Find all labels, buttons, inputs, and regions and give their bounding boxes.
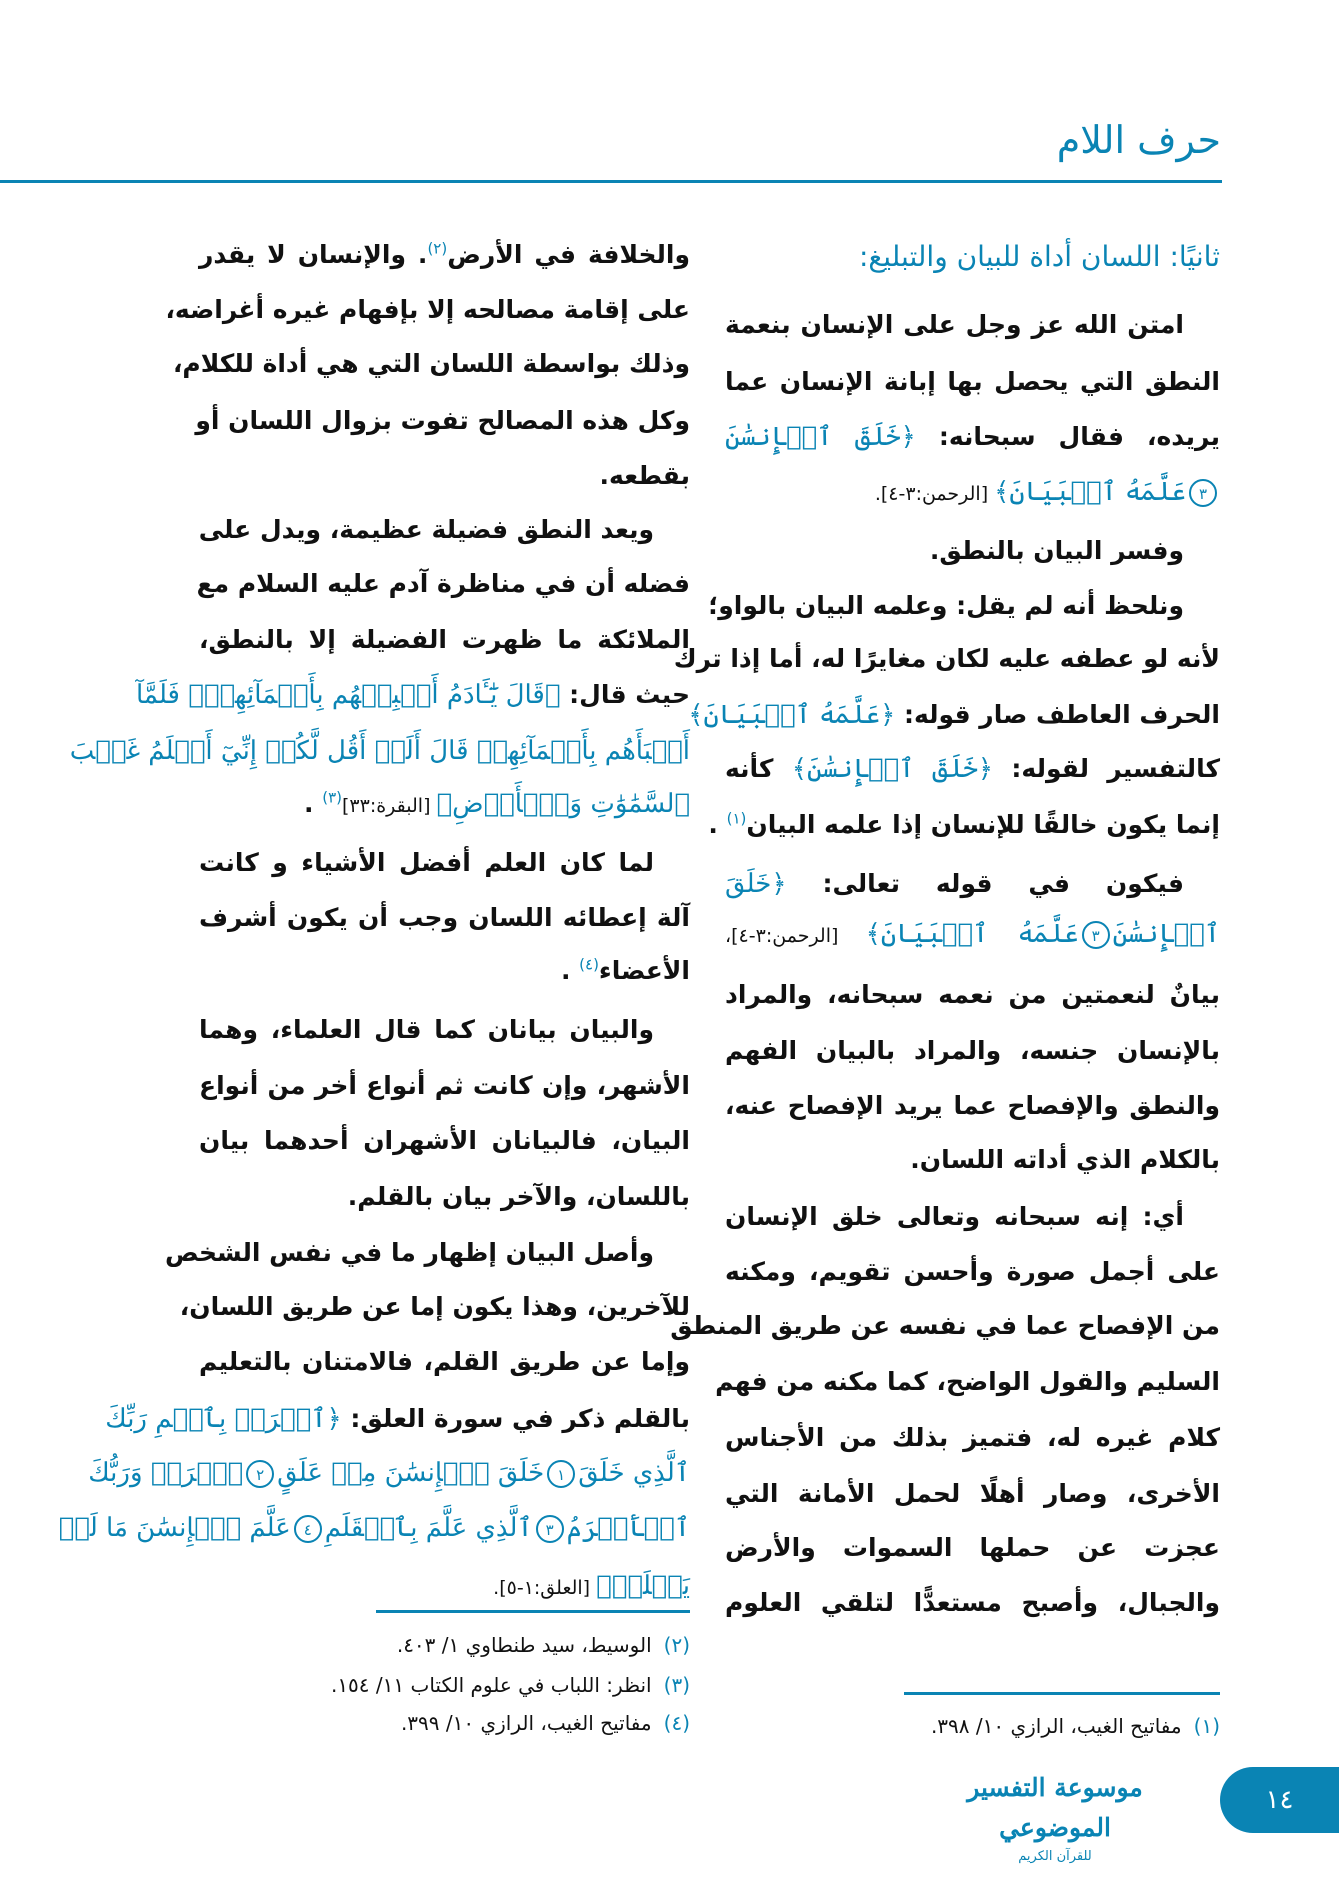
- footnote-marker: (٤): [579, 955, 599, 974]
- text-line: [725, 466, 1220, 518]
- quran-verse: ٱلَّذِي خَلَقَ: [578, 1458, 690, 1488]
- text-line: [196, 558, 690, 610]
- body-text: الأشهر، وإن كانت ثم أنواع أخر من أنواع: [199, 1071, 690, 1100]
- body-text: إنما يكون خالقًا للإنسان إذا علمه البيان: [746, 810, 1220, 839]
- text-line: [725, 411, 1220, 463]
- ayah-number: ٣: [536, 1515, 564, 1543]
- text-line: [199, 1004, 690, 1056]
- text-line: [195, 395, 690, 447]
- section-heading: ثانيًا: اللسان أداة للبيان والتبليغ:: [858, 240, 1220, 273]
- logo-subtitle: للقرآن الكريم: [1018, 1849, 1092, 1864]
- body-text: بيانٌ لنعمتين من نعمه سبحانه، والمراد: [725, 980, 1220, 1009]
- text-line: [725, 858, 1220, 910]
- body-text: . والإنسان لا يقدر: [199, 240, 428, 269]
- body-text: النطق التي يحصل بها إبانة الإنسان عما: [725, 367, 1220, 396]
- quran-verse: عَلَّمَهُ ٱلۡبَيَانَ﴾: [994, 477, 1186, 507]
- ayah-number: ٢: [246, 1460, 274, 1488]
- body-text: فيكون في قوله تعالى:: [786, 869, 1184, 898]
- quran-verse: أَنۢبَأَهُم بِأَسۡمَآئِهِمۡ قَالَ أَلَمۡ أَقُل لَّكُمۡ إِنِّيٓ أَعۡلَمُ غَيۡبَ: [69, 736, 690, 766]
- body-text: كأنه: [725, 754, 792, 783]
- footnote: [401, 1705, 690, 1741]
- text-line: [670, 1300, 1220, 1352]
- text-line: [165, 284, 690, 336]
- body-text: ونلحظ أنه لم يقل: وعلمه البيان بالواو؛: [708, 591, 1184, 620]
- footnote: [397, 1627, 690, 1663]
- quran-verse: عَلَّمَ ٱلۡإِنسَٰنَ مَا لَمۡ: [58, 1513, 291, 1543]
- verse-reference: [العلق:١-٥].: [493, 1577, 597, 1599]
- body-text: .: [560, 956, 580, 985]
- series-logo: [930, 1768, 1180, 1864]
- footnote-rule-left: [376, 1610, 690, 1613]
- body-text: لما كان العلم أفضل الأشياء و كانت: [199, 848, 654, 877]
- footnote-number: (٤): [663, 1711, 690, 1735]
- body-text: بالكلام الذي أداته اللسان.: [910, 1145, 1220, 1174]
- text-line: [715, 1356, 1220, 1408]
- body-text: الحرف العاطف صار قوله:: [895, 700, 1220, 729]
- quran-verse: يَعۡلَمۡ﴾: [596, 1571, 690, 1601]
- text-line: [708, 580, 1220, 632]
- text-line: [725, 1412, 1220, 1464]
- footnote: [331, 1667, 690, 1703]
- quran-verse: ﴿ٱقۡرَأۡ بِٱسۡمِ رَبِّكَ: [105, 1404, 342, 1434]
- quran-verse: خَلَقَ ٱلۡإِنسَٰنَ مِنۡ عَلَقٍ: [277, 1458, 545, 1488]
- body-text: وذلك بواسطة اللسان التي هي أداة للكلام،: [172, 349, 690, 378]
- body-text: لأنه لو عطفه عليه لكان مغايرًا له، أما إذا ترك: [673, 644, 1220, 673]
- quran-verse: ﴿عَلَّمَهُ ٱلۡبَيَانَ﴾: [688, 700, 896, 730]
- quran-verse: ﴿خَلَقَ ٱلۡإِنسَٰنَ: [725, 422, 916, 452]
- body-text: حيث قال:: [560, 680, 690, 709]
- text-line: [199, 1115, 690, 1167]
- quran-verse: ٱلۡأَكۡرَمُ: [566, 1513, 690, 1543]
- body-text: فضله أن في مناظرة آدم عليه السلام مع: [196, 569, 690, 598]
- text-line: [725, 1522, 1220, 1574]
- verse-reference: [البقرة:٣٣]: [341, 795, 437, 817]
- footnote: [931, 1708, 1220, 1744]
- footnote-text: مفاتيح الغيب، الرازي ١٠/ ٣٩٨.: [930, 1714, 1182, 1738]
- body-text: كالتفسير لقوله:: [993, 754, 1220, 783]
- text-line: [673, 633, 1220, 685]
- footnote-rule-right: [904, 1692, 1220, 1695]
- text-line: [199, 1060, 690, 1112]
- body-text: الأخرى، وصار أهلًا لحمل الأمانة التي: [725, 1479, 1220, 1508]
- footnote-marker: (٣): [322, 788, 342, 807]
- text-line: [199, 892, 690, 944]
- ayah-number: ١: [547, 1460, 575, 1488]
- text-line: [199, 504, 690, 556]
- quran-verse: ٱلۡإِنسَٰنَ: [1112, 919, 1220, 949]
- ayah-number: ٤: [294, 1515, 322, 1543]
- text-line: [172, 338, 690, 390]
- text-line: [725, 1246, 1220, 1298]
- text-line: [199, 1336, 690, 1388]
- body-text: بقطعه.: [599, 461, 690, 490]
- text-line: [199, 1560, 690, 1612]
- body-text: بالقلم ذكر في سورة العلق:: [341, 1404, 690, 1433]
- body-text: .: [708, 810, 727, 839]
- text-line: [725, 525, 1220, 577]
- page-number: ١٤: [1220, 1767, 1339, 1833]
- body-text: وأصل البيان إظهار ما في نفس الشخص: [164, 1238, 654, 1267]
- text-line: [725, 299, 1220, 351]
- text-line: [199, 778, 690, 830]
- body-text: وكل هذه المصالح تفوت بزوال اللسان أو: [195, 406, 690, 435]
- footnote-number: (٣): [663, 1673, 690, 1697]
- quran-verse: ٱلَّذِي عَلَّمَ بِٱلۡقَلَمِ: [324, 1513, 533, 1543]
- body-text: والنطق والإفصاح عما يريد الإفصاح عنه،: [725, 1091, 1220, 1120]
- text-line: [199, 614, 690, 666]
- body-text: وإما عن طريق القلم، فالامتنان بالتعليم: [199, 1347, 690, 1376]
- body-text: أي: إنه سبحانه وتعالى خلق الإنسان: [725, 1202, 1184, 1231]
- logo-title: موسوعة التفسير الموضوعي: [967, 1773, 1143, 1842]
- quran-verse: عَلَّمَهُ ٱلۡبَيَانَ﴾: [865, 919, 1079, 949]
- body-text: يريده، فقال سبحانه:: [915, 422, 1220, 451]
- text-line: [725, 1025, 1220, 1077]
- text-line: [199, 229, 690, 281]
- quran-verse: ٱقۡرَأۡ وَرَبُّكَ: [88, 1458, 244, 1488]
- body-text: باللسان، والآخر بيان بالقلم.: [347, 1182, 690, 1211]
- text-line: [199, 1171, 690, 1223]
- text-line: [135, 669, 690, 721]
- body-text: والجبال، وأصبح مستعدًّا لتلقي العلوم: [725, 1588, 1220, 1617]
- body-text: آلة إعطائه اللسان وجب أن يكون أشرف: [199, 903, 690, 932]
- text-line: [725, 743, 1220, 795]
- body-text: للآخرين، وهذا يكون إما عن طريق اللسان،: [179, 1292, 690, 1321]
- footnote-text: الوسيط، سيد طنطاوي ١/ ٤٠٣.: [396, 1633, 652, 1657]
- text-line: [725, 1080, 1220, 1132]
- body-text: .: [304, 789, 323, 818]
- right-column: [670, 0, 1220, 1700]
- quran-verse: ﴿خَلَقَ: [725, 869, 787, 899]
- body-text: وفسر البيان بالنطق.: [929, 536, 1184, 565]
- body-text: كلام غيره له، فتميز بذلك من الأجناس: [725, 1423, 1220, 1452]
- text-line: [725, 969, 1220, 1021]
- text-line: [708, 799, 1220, 851]
- footnote-text: مفاتيح الغيب، الرازي ١٠/ ٣٩٩.: [400, 1711, 652, 1735]
- text-line: [88, 1447, 690, 1499]
- verse-reference: [الرحمن:٣-٤].: [874, 483, 995, 505]
- text-line: [725, 1134, 1220, 1186]
- ayah-number: ٣: [1189, 479, 1217, 507]
- footnote-marker: (٢): [427, 239, 448, 258]
- text-line: [69, 725, 690, 777]
- body-text: البيان، فالبيانان الأشهران أحدهما بيان: [199, 1126, 690, 1155]
- text-line: [725, 1191, 1220, 1243]
- quran-verse: ﴿قَالَ يَٰٓـَٔادَمُ أَنۢبِئۡهُم بِأَسۡمَآئِهِمۡۖ فَلَمَّآ: [135, 680, 561, 710]
- body-text: من الإفصاح عما في نفسه عن طريق المنطق: [670, 1311, 1220, 1340]
- verse-reference: [الرحمن:٣-٤]،: [725, 925, 866, 947]
- body-text: بالإنسان جنسه، والمراد بالبيان الفهم: [725, 1036, 1220, 1065]
- footnote-number: (٢): [663, 1633, 690, 1657]
- quran-verse: ﴿خَلَقَ ٱلۡإِنسَٰنَ﴾: [791, 754, 994, 784]
- body-text: السليم والقول الواضح، كما مكنه من فهم: [715, 1367, 1220, 1396]
- text-line: [725, 356, 1220, 408]
- body-text: ويعد النطق فضيلة عظيمة، ويدل على: [198, 515, 654, 544]
- footnote-number: (١): [1193, 1714, 1220, 1738]
- body-text: والبيان بيانان كما قال العلماء، وهما: [199, 1015, 654, 1044]
- left-column: [58, 0, 690, 1700]
- body-text: الملائكة ما ظهرت الفضيلة إلا بالنطق،: [199, 625, 690, 654]
- text-line: [164, 1227, 690, 1279]
- body-text: على أجمل صورة وأحسن تقويم، ومكنه: [725, 1257, 1220, 1286]
- text-line: [179, 1281, 690, 1333]
- text-line: [725, 1577, 1220, 1629]
- chapter-title: حرف اللام: [1056, 118, 1221, 162]
- ayah-number: ٣: [1082, 921, 1110, 949]
- text-line: [725, 1468, 1220, 1520]
- quran-verse: ٱلسَّمَٰوَٰتِ وَٱلۡأَرۡضِ﴾: [436, 789, 690, 819]
- body-text: الأعضاء: [598, 956, 690, 985]
- text-line: [688, 689, 1220, 741]
- body-text: امتن الله عز وجل على الإنسان بنعمة: [725, 310, 1184, 339]
- footnote-text: انظر: اللباب في علوم الكتاب ١١/ ١٥٤.: [330, 1673, 652, 1697]
- text-line: [199, 945, 690, 997]
- text-line: [725, 908, 1220, 960]
- body-text: عجزت عن حملها السموات والأرض: [725, 1533, 1220, 1562]
- text-line: [199, 450, 690, 502]
- body-text: على إقامة مصالحه إلا بإفهام غيره أغراضه،: [165, 295, 690, 324]
- body-text: والخلافة في الأرض: [447, 240, 690, 269]
- text-line: [199, 837, 690, 889]
- text-line: [58, 1502, 690, 1554]
- text-line: [105, 1393, 690, 1445]
- footnote-marker: (١): [726, 809, 747, 828]
